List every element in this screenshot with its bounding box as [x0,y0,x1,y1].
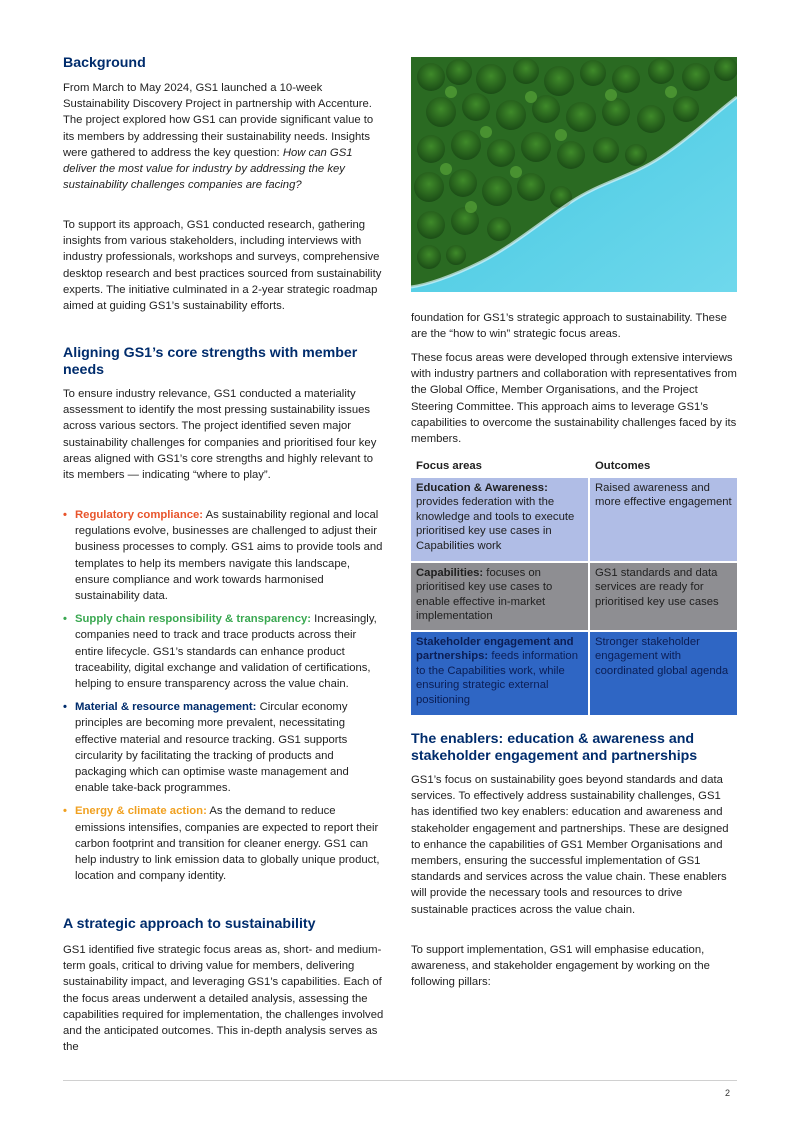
focus-lead: Stakeholder engagement and partnerships: [416,635,574,663]
background-heading: Background [63,55,146,71]
focus-cell [411,563,588,630]
table-row [411,563,737,630]
outcome-cell: Raised awareness and more effective engagement [590,478,737,561]
bullet-dot: • [63,509,67,521]
bullet-text: As sustainability regional and local regulations evolve, businesses are challenged to adjust their business processes to comply. GS1 aims to provide tools and templates to help its members navigate this landscape, ensure compliance and work towards harmonised sustainability data. [75,509,383,603]
focus-lead: Education & Awareness: [416,481,548,494]
focus-lead: Capabilities: [416,566,484,579]
bullet-dot: • [63,701,67,714]
strategic-heading: A strategic approach to sustainability [63,916,316,932]
bullet-lead: Material & resource management: [75,701,257,714]
header-focus-areas: Focus areas [416,460,482,472]
forest-sea-illustration [411,57,737,292]
bullet-lead: Energy & climate action: [75,805,207,818]
footer-divider [63,1080,737,1081]
strategic-paragraph: GS1 identified five strategic focus areas as, short- and medium-term goals, critical to driving value for members, delivering sustainability impact, and leveraging GS1’s capabilities. Each of the focus areas underwent a detailed analysis, assessing the capabilities required for implementation, the challenges involved and the anticipated outcomes. This in-depth analysis serves as the [63,944,384,1054]
focus-cell [411,478,588,561]
bullet-lead: Regulatory compliance: [75,509,204,521]
enablers-paragraph-2: To support implementation, GS1 will emphasise education, awareness, and stakeholder engagement by working on the following pillars: [411,944,710,989]
bullet-lead: Supply chain responsibility & transparency: [75,613,312,626]
priority-area-list [63,507,385,891]
outcome-cell: GS1 standards and data services are ready for prioritised key use cases [590,563,737,630]
priority-area-supply-chain [63,611,385,692]
aligning-heading: Aligning GS1’s core strengths with member needs [63,345,358,378]
focus-text: provides federation with the knowledge and tools to execute prioritised key use cases in Capabilities work [416,496,575,552]
focus-text: focuses on prioritised key use cases to enable effective in-market implementation [416,566,553,623]
header-outcomes: Outcomes [595,460,651,472]
page-number: 2 [725,1088,731,1098]
background-paragraph-1-text: From March to May 2024, GS1 launched a 10-week Sustainability Discovery Project in partnership with Accenture. The project explored how GS1 can provide significant value to its members by addressing their sustainability needs. Insights were gathered to address the key question: [63,82,374,159]
aerial-forest-coast-image [411,57,737,292]
enablers-paragraph-1: GS1’s focus on sustainability goes beyond standards and data services. To effectively address sustainability challenges, GS1 has identified two key enablers: education and awareness and stakeholder engagement and partnerships. These are designed to enhance the capabilities of GS1 Member Organisations and members, ensuring the successful implementation of GS1 standards and services across the value chain. These enablers will provide the necessary tools and resources to drive sustainable practices across the value chain. [411,774,729,916]
priority-area-regulatory [63,507,385,604]
table-header-row [411,456,737,478]
background-paragraph-1 [63,80,385,193]
focus-areas-table [411,456,737,715]
priority-area-material [63,699,385,796]
bullet-dot: • [63,613,67,626]
table-row [411,632,737,715]
focus-text: feeds information to the Capabilities work, while ensuring strategic external positioning [416,650,578,706]
aligning-paragraph: To ensure industry relevance, GS1 conducted a materiality assessment to identify the most pressing sustainability issues across various sectors. The project identified seven major sustainability challenges for companies and prioritised four key areas aligned with GS1’s core strengths and highly relevant to its members — indicating “where to play”. [63,388,377,482]
bullet-dot: • [63,805,67,818]
table-row [411,478,737,561]
focus-areas-paragraph: These focus areas were developed through extensive interviews with industry partners and collaboration with representatives from the Global Office, Member Organisations, and the Project Steering Committee. This approach aims to leverage GS1’s capabilities to overcome the sustainability challenges faced by its members. [411,352,737,446]
bullet-text: Circular economy principles are becoming more prevalent, necessitating effective material and resource tracking. GS1 supports circularity by facilitating the tracking of products and packaging which can optimise waste management and enable take-back programmes. [75,701,349,795]
priority-area-energy [63,803,385,884]
bullet-text: Increasingly, companies need to track and trace products across their entire lifecycle. GS1’s standards can enhance product traceability, digital exchange and validation of certifications, helping to ensure transparency across the value chain. [75,613,377,691]
focus-cell [411,632,588,715]
enablers-heading: The enablers: education & awareness and stakeholder engagement and partnerships [411,731,698,764]
continued-paragraph: foundation for GS1’s strategic approach to sustainability. These are the “how to win” strategic focus areas. [411,312,727,341]
outcome-cell: Stronger stakeholder engagement with coordinated global agenda [590,632,737,715]
bullet-text: As the demand to reduce emissions intensifies, companies are expected to report their carbon footprint and transition for cleaner energy. GS1 can help industry to link emission data to globally unique product, location and company identity. [75,805,380,883]
background-paragraph-2: To support its approach, GS1 conducted research, gathering insights from various stakeholders, including interviews with industry professionals, workshops and surveys, comprehensive desktop research and best practices sourced from sustainability experts. The initiative culminated in a 2-year strategic roadmap aimed at guiding GS1’s sustainability efforts. [63,219,382,313]
key-question: How can GS1 deliver the most value for industry by addressing the key sustainability challenges companies are facing? [63,146,353,192]
